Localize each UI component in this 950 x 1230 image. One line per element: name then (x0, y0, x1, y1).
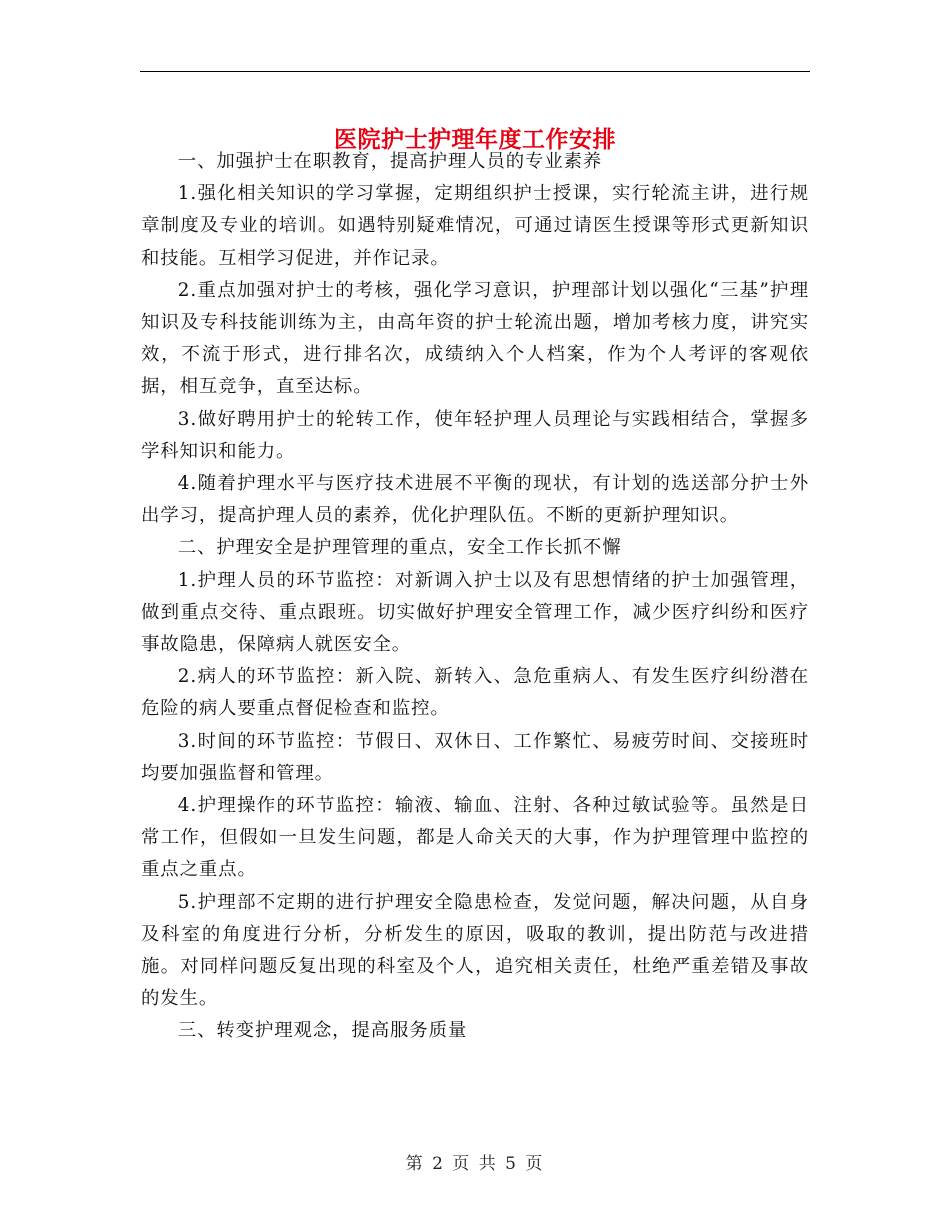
header-rule (140, 71, 810, 72)
paragraph-1-4: 4.随着护理水平与医疗技术进展不平衡的现状，有计划的选送部分护士外出学习，提高护理人员的素养，优化护理队伍。不断的更新护理知识。 (141, 473, 809, 527)
section-heading-3: 三、转变护理观念，提高服务质量 (177, 1020, 468, 1042)
document-body (141, 146, 809, 1048)
paragraph-1-1: 1.强化相关知识的学习掌握，定期组织护士授课，实行轮流主讲，进行规章制度及专业的培训。如遇特别疑难情况，可通过请医生授课等形式更新知识和技能。互相学习促进，并作记录。 (141, 183, 809, 269)
paragraph-2-2: 2.病人的环节监控：新入院、新转入、急危重病人、有发生医疗纠纷潜在危险的病人要重点督促检查和监控。 (141, 666, 809, 720)
paragraph-2-5: 5.护理部不定期的进行护理安全隐患检查，发觉问题，解决问题，从自身及科室的角度进行分析，分析发生的原因，吸取的教训，提出防范与改进措施。对同样问题反复出现的科室及个人，追究相关责任，杜绝严重差错及事故的发生。 (141, 891, 809, 1010)
paragraph-2-1: 1.护理人员的环节监控：对新调入护士以及有思想情绪的护士加强管理，做到重点交待、重点跟班。切实做好护理安全管理工作，减少医疗纠纷和医疗事故隐患，保障病人就医安全。 (141, 569, 809, 656)
section-heading-1: 一、加强护士在职教育，提高护理人员的专业素养 (177, 151, 603, 172)
page-number-footer: 第 2 页 共 5 页 (405, 1154, 545, 1174)
section-heading-2: 二、护理安全是护理管理的重点，安全工作长抓不懈 (177, 537, 622, 559)
paragraph-1-2: 2.重点加强对护士的考核，强化学习意识，护理部计划以强化“三基”护理知识及专科技能训练为主，由高年资的护士轮流出题，增加考核力度，讲究实效，不流于形式，进行排名次，成绩纳入个人档案，作为个人考评的客观依据，相互竞争，直至达标。 (141, 279, 809, 398)
paragraph-2-4: 4.护理操作的环节监控：输液、输血、注射、各种过敏试验等。虽然是日常工作，但假如一旦发生问题，都是人命关天的大事，作为护理管理中监控的重点之重点。 (141, 795, 809, 881)
paragraph-1-3: 3.做好聘用护士的轮转工作，使年轻护理人员理论与实践相结合，掌握多学科知识和能力。 (141, 408, 809, 462)
page-title: 医院护士护理年度工作安排 (334, 127, 616, 154)
paragraph-2-3: 3.时间的环节监控：节假日、双休日、工作繁忙、易疲劳时间、交接班时均要加强监督和管理。 (141, 730, 809, 784)
